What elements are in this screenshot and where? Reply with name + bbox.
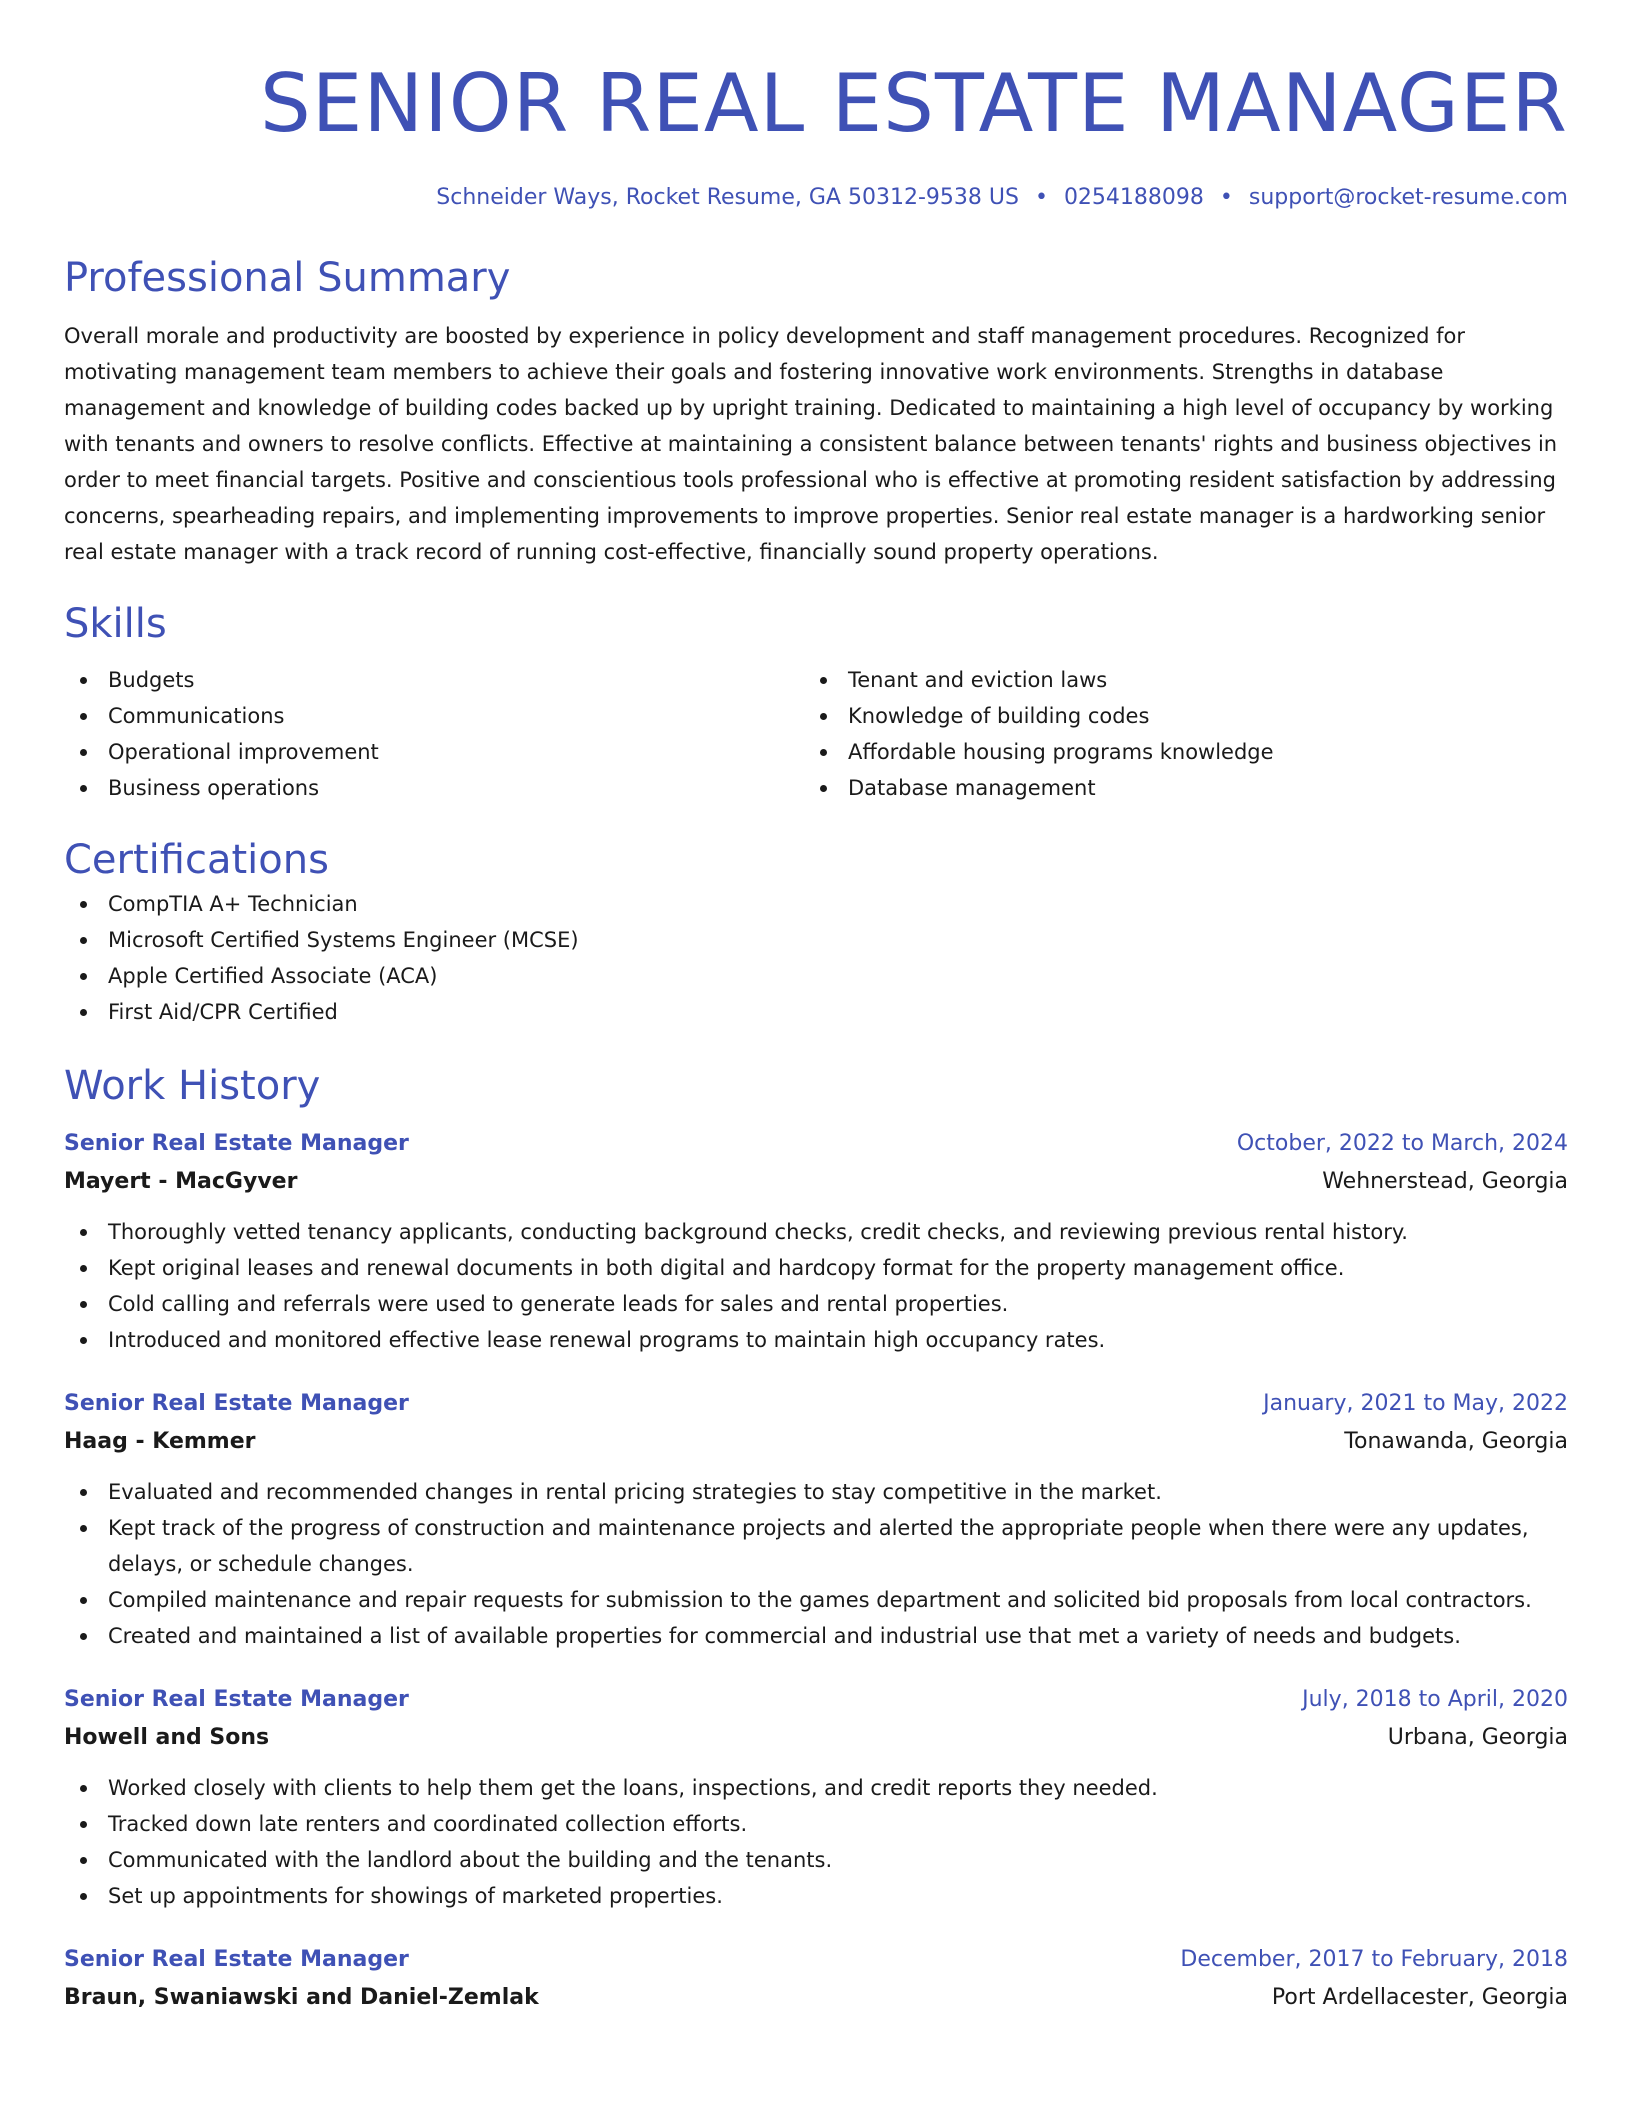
certifications-heading: Certifications: [64, 837, 329, 883]
job-title: Senior Real Estate Manager: [64, 1391, 409, 1416]
job-bullet: Cold calling and referrals were used to generate leads for sales and rental properties.: [64, 1286, 1568, 1322]
job-bullet: Worked closely with clients to help them get the loans, inspections, and credit reports they needed.: [64, 1770, 1568, 1806]
skills-heading: Skills: [64, 601, 167, 647]
job-title: Senior Real Estate Manager: [64, 1947, 409, 1972]
summary-text: Overall morale and productivity are boosted by experience in policy development and staff management procedures. Recognized for motivating management team members to achieve their goals and fostering innovative work environments. Strengths in database management and knowledge of building codes backed up by upright training. Dedicated to maintaining a high level of occupancy by working with tenants and owners to resolve conflicts. Effective at maintaining a consistent balance between tenants' rights and business objectives in order to meet financial targets. Positive and conscientious tools professional who is effective at promoting resident satisfaction by addressing concerns, spearheading repairs, and implementing improvements to improve properties. Senior real estate manager is a hardworking senior real estate manager with a track record of running cost-effective, financially sound property operations.: [64, 324, 1558, 564]
skills-column-left: [64, 662, 804, 806]
job-company: Howell and Sons: [64, 1725, 270, 1750]
skills-column-right: [804, 662, 1544, 806]
job-location: Tonawanda, Georgia: [1344, 1429, 1568, 1454]
certification-item: Microsoft Certified Systems Engineer (MCSE): [64, 922, 1568, 958]
job-dates: July, 2018 to April, 2020: [1302, 1687, 1568, 1712]
work-history-heading: Work History: [64, 1063, 321, 1109]
job-entry: [64, 1942, 1568, 2018]
job-company-row: [64, 1978, 1568, 2018]
job-company-row: [64, 1422, 1568, 1462]
job-location: Wehnerstead, Georgia: [1322, 1169, 1568, 1194]
job-company: Haag - Kemmer: [64, 1429, 256, 1454]
skill-item: Communications: [64, 698, 804, 734]
job-bullet: Compiled maintenance and repair requests for submission to the games department and solicited bid proposals from local contractors.: [64, 1582, 1568, 1618]
job-entry: [64, 1126, 1568, 1358]
job-bullets: [64, 1770, 1568, 1914]
job-bullet: Set up appointments for showings of marketed properties.: [64, 1878, 1568, 1914]
skills-list-right: [804, 662, 1544, 806]
job-title-row: [64, 1682, 1568, 1718]
job-entry: [64, 1386, 1568, 1654]
contact-line: [64, 182, 1568, 214]
job-location: Urbana, Georgia: [1387, 1725, 1568, 1750]
job-bullet: Communicated with the landlord about the building and the tenants.: [64, 1842, 1568, 1878]
skill-item: Affordable housing programs knowledge: [804, 734, 1544, 770]
job-dates: January, 2021 to May, 2022: [1263, 1391, 1568, 1416]
resume-name: SENIOR REAL ESTATE MANAGER: [260, 57, 1568, 150]
contact-email: support@rocket-resume.com: [1248, 185, 1568, 210]
contact-separator: •: [1034, 185, 1048, 210]
job-dates: December, 2017 to February, 2018: [1180, 1947, 1568, 1972]
certifications-list: [64, 886, 1568, 1030]
job-title: Senior Real Estate Manager: [64, 1687, 409, 1712]
job-bullet: Kept track of the progress of construction and maintenance projects and alerted the appropriate people when there were any updates, delays, or schedule changes.: [64, 1510, 1568, 1582]
job-bullet: Evaluated and recommended changes in rental pricing strategies to stay competitive in the market.: [64, 1474, 1568, 1510]
certification-item: CompTIA A+ Technician: [64, 886, 1568, 922]
job-bullet: Tracked down late renters and coordinated collection efforts.: [64, 1806, 1568, 1842]
skill-item: Knowledge of building codes: [804, 698, 1544, 734]
job-title-row: [64, 1942, 1568, 1978]
job-company-row: [64, 1718, 1568, 1758]
job-company-row: [64, 1162, 1568, 1202]
skill-item: Operational improvement: [64, 734, 804, 770]
job-bullets: [64, 1214, 1568, 1358]
summary-heading: Professional Summary: [64, 255, 511, 301]
job-bullet: Introduced and monitored effective lease renewal programs to maintain high occupancy rates.: [64, 1322, 1568, 1358]
contact-separator: •: [1219, 185, 1233, 210]
skill-item: Business operations: [64, 770, 804, 806]
job-title: Senior Real Estate Manager: [64, 1131, 409, 1156]
certification-item: Apple Certified Associate (ACA): [64, 958, 1568, 994]
skills-grid: [64, 662, 1568, 806]
job-bullet: Created and maintained a list of available properties for commercial and industrial use that met a variety of needs and budgets.: [64, 1618, 1568, 1654]
skill-item: Database management: [804, 770, 1544, 806]
job-title-row: [64, 1386, 1568, 1422]
skills-list-left: [64, 662, 804, 806]
job-location: Port Ardellacester, Georgia: [1271, 1985, 1568, 2010]
certification-item: First Aid/CPR Certified: [64, 994, 1568, 1030]
job-title-row: [64, 1126, 1568, 1162]
job-bullet: Thoroughly vetted tenancy applicants, conducting background checks, credit checks, and reviewing previous rental history.: [64, 1214, 1568, 1250]
resume-header: [64, 0, 1568, 214]
job-entry: [64, 1682, 1568, 1914]
job-company: Mayert - MacGyver: [64, 1169, 298, 1194]
contact-phone: 0254188098: [1063, 185, 1204, 210]
skill-item: Budgets: [64, 662, 804, 698]
job-dates: October, 2022 to March, 2024: [1236, 1131, 1568, 1156]
job-bullets: [64, 1474, 1568, 1654]
job-company: Braun, Swaniawski and Daniel-Zemlak: [64, 1985, 539, 2010]
contact-address: Schneider Ways, Rocket Resume, GA 50312-9538 US: [436, 185, 1019, 210]
job-bullet: Kept original leases and renewal documents in both digital and hardcopy format for the property management office.: [64, 1250, 1568, 1286]
skill-item: Tenant and eviction laws: [804, 662, 1544, 698]
